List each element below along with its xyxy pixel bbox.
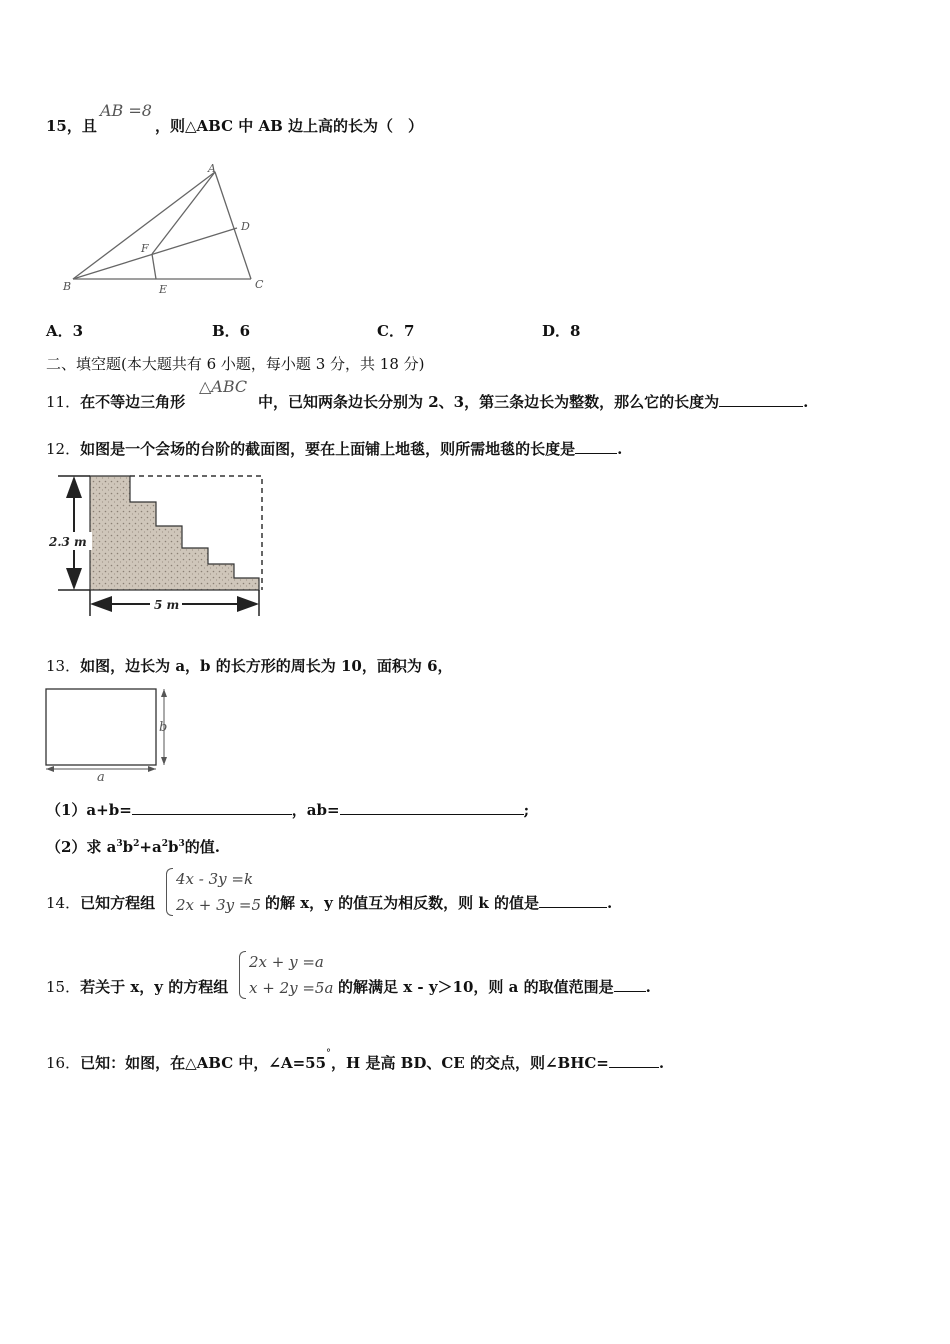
q15a-suffix: ，则△ABC 中 AB 边上高的长为（ ）	[155, 117, 424, 135]
q13-part1-end: ;	[523, 801, 530, 819]
q16-text2: ，H 是高 BD、CE 的交点，则∠BHC=	[331, 1054, 609, 1072]
label-a: A	[208, 162, 216, 175]
staircase-figure	[44, 468, 274, 628]
q13-blank-sum[interactable]	[132, 800, 292, 815]
height-arrow-down	[66, 568, 82, 590]
q12-number: 12．	[46, 440, 81, 458]
q11-text2: 中，已知两条边长分别为 2、3，第三条边长为整数，那么它的长度为	[258, 393, 720, 411]
q15-text1: 若关于 x，y 的方程组	[80, 978, 229, 996]
label-c: C	[255, 278, 264, 291]
q13-text: 如图，边长为 a，b 的长方形的周长为 10，面积为 6，	[80, 657, 453, 675]
q14-system	[166, 866, 261, 918]
q14-eq2: 2x + 3y =5	[176, 896, 262, 914]
label-f: F	[141, 242, 149, 255]
triangle-figure	[55, 160, 275, 300]
a-arrow-right	[148, 766, 156, 772]
section-title: 二、填空题(本大题共有 6 小题，每小题 3 分，共 18 分)	[46, 355, 425, 373]
q13-sup1: 3	[116, 839, 123, 849]
option-c: C．7	[377, 322, 415, 340]
q15-blank[interactable]	[614, 977, 646, 992]
q14-text2-line	[265, 893, 612, 913]
q13-part1-b: ，ab=	[291, 801, 340, 819]
question-15a	[46, 116, 97, 136]
q13-mid2: +a	[139, 838, 162, 856]
q13-part2	[46, 834, 220, 857]
q14-blank[interactable]	[539, 893, 607, 908]
q16-blank[interactable]	[609, 1053, 659, 1068]
rectangle-figure	[40, 683, 180, 788]
q14-eq1: 4x - 3y =k	[176, 870, 254, 888]
q11-end: .	[803, 393, 809, 411]
q13-blank-product[interactable]	[340, 800, 524, 815]
a-arrow-left	[46, 766, 54, 772]
q15-system	[239, 949, 333, 1001]
label-a-side: a	[97, 770, 105, 785]
q11-blank[interactable]	[719, 392, 803, 407]
option-d: D．8	[542, 322, 581, 340]
q11-number: 11．	[46, 393, 81, 411]
width-arrow-left	[90, 596, 112, 612]
q16-degree: °	[326, 1048, 332, 1059]
side-ba	[73, 172, 215, 279]
rectangle	[46, 689, 156, 765]
q14-text1: 已知方程组	[80, 894, 156, 912]
q11-math: △ABC	[199, 377, 248, 396]
label-d: D	[241, 220, 250, 233]
q15a-math: AB =8	[100, 101, 152, 120]
q13-part1	[46, 800, 529, 820]
q13-number: 13．	[46, 657, 81, 675]
q13-mid3: b	[167, 838, 179, 856]
segment-fe	[152, 254, 156, 279]
height-label: 2.3 m	[49, 535, 87, 549]
option-b: B．6	[212, 322, 251, 340]
question-15	[46, 977, 228, 997]
q15-eq2: x + 2y =5a	[249, 979, 334, 997]
q15-number: 15．	[46, 978, 81, 996]
q14-end: .	[606, 894, 613, 912]
question-13	[46, 656, 453, 676]
q14-brace	[166, 866, 261, 918]
q15-text2: 的解满足 x - y＞10，则 a 的取值范围是	[338, 978, 614, 996]
q14-text2: 的解 x，y 的值互为相反数，则 k 的值是	[265, 894, 539, 912]
width-arrow-right	[237, 596, 259, 612]
width-label: 5 m	[154, 598, 180, 612]
question-14	[46, 893, 155, 913]
q13-part1-a: （1）a+b=	[46, 801, 132, 819]
stair-cross-section	[90, 476, 259, 590]
q11-text2-line	[258, 392, 808, 412]
q15-eq1: 2x + y =a	[249, 953, 324, 971]
question-11	[46, 392, 185, 412]
q12-blank[interactable]	[575, 439, 617, 454]
question-16	[46, 1050, 664, 1073]
option-a: A．3	[46, 322, 84, 340]
q13-part2-pre: （2）求 a	[46, 838, 117, 856]
q16-end: .	[658, 1054, 665, 1072]
q16-number: 16．	[46, 1054, 81, 1072]
q12-text: 如图是一个会场的台阶的截面图，要在上面铺上地毯，则所需地毯的长度是	[80, 440, 576, 458]
q13-mid1: b	[122, 838, 134, 856]
b-arrow-top	[161, 689, 167, 697]
label-e: E	[159, 283, 168, 296]
q11-text1: 在不等边三角形	[80, 393, 186, 411]
q14-number: 14．	[46, 894, 81, 912]
label-b-side: b	[159, 720, 168, 735]
b-arrow-bottom	[161, 757, 167, 765]
q15-brace	[239, 949, 333, 1001]
height-arrow-up	[66, 476, 82, 498]
q15a-prefix: 15，且	[46, 117, 97, 135]
q15-text2-line	[338, 977, 651, 997]
q13-sup2: 2	[133, 839, 140, 849]
q15-end: .	[645, 978, 651, 996]
q12-end: .	[617, 440, 623, 458]
label-b: B	[63, 280, 72, 293]
q16-text1: 已知：如图，在△ABC 中，∠A=55	[80, 1054, 327, 1072]
q13-part2-end: 的值.	[184, 838, 220, 856]
q13-sup4: 3	[178, 839, 185, 849]
q13-sup3: 2	[161, 839, 168, 849]
question-12	[46, 439, 622, 459]
